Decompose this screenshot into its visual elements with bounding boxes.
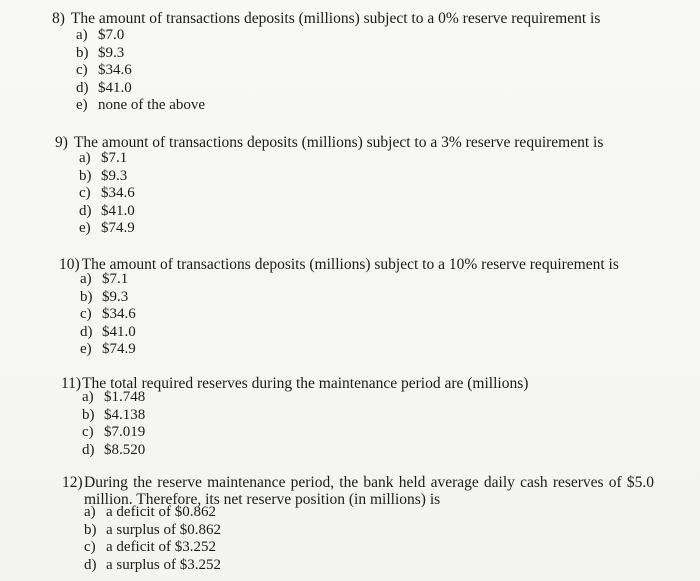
answer-options: [76, 27, 205, 115]
option-letter: c): [84, 539, 96, 555]
option-letter: a): [76, 27, 88, 43]
option-text: $9.3: [102, 288, 129, 305]
option-d: [79, 203, 135, 221]
option-c: [84, 539, 221, 557]
option-text: $9.3: [98, 44, 125, 61]
option-text: $7.1: [102, 271, 129, 287]
option-b: [79, 168, 135, 186]
question-number: 8): [52, 10, 65, 27]
option-a: [80, 271, 136, 289]
option-letter: d): [82, 441, 95, 458]
option-text: a surplus of $0.862: [106, 521, 221, 538]
option-letter: a): [80, 271, 92, 287]
option-letter: b): [82, 406, 95, 423]
question-prompt: The amount of transactions deposits (millions) subject to a 10% reserve requirement is: [81, 256, 619, 273]
option-letter: c): [79, 185, 91, 201]
option-c: [76, 62, 205, 80]
option-b: [80, 289, 136, 307]
option-letter: c): [80, 306, 92, 322]
option-letter: b): [76, 44, 89, 61]
option-text: $41.0: [101, 202, 135, 219]
option-text: $41.0: [102, 323, 136, 340]
option-text: $7.019: [104, 424, 146, 440]
option-c: [82, 424, 145, 442]
option-text: $74.9: [102, 341, 136, 357]
question-prompt: The total required reserves during the maintenance period are (millions): [82, 375, 529, 392]
question-prompt: The amount of transactions deposits (millions) subject to a 3% reserve requirement is: [73, 134, 604, 151]
question-number: 12): [62, 474, 83, 491]
option-a: [82, 389, 145, 407]
option-d: [80, 324, 136, 342]
option-d: [82, 442, 145, 460]
option-letter: b): [80, 288, 93, 305]
option-letter: d): [76, 79, 89, 96]
option-text: $41.0: [98, 79, 132, 96]
option-letter: b): [84, 521, 97, 538]
question-number: 9): [55, 134, 68, 151]
option-letter: c): [82, 424, 94, 440]
option-c: [80, 306, 136, 324]
option-d: [76, 80, 205, 98]
option-text: a deficit of $0.862: [106, 504, 216, 520]
option-e: [79, 220, 135, 238]
option-e: [80, 341, 136, 359]
question-prompt: The amount of transactions deposits (millions) subject to a 0% reserve requirement is: [70, 10, 601, 27]
option-text: $8.520: [104, 441, 146, 458]
question-number: 11): [61, 375, 82, 392]
option-b: [84, 522, 221, 540]
option-letter: d): [84, 556, 97, 573]
question-prompt: During the reserve maintenance period, the bank held average daily cash reserves of $5.0 million. Therefore, its net reserve position (in millions) is: [84, 474, 654, 508]
answer-options: [82, 389, 145, 459]
option-d: [84, 557, 221, 575]
option-letter: e): [80, 341, 92, 357]
question-text: [55, 134, 603, 151]
option-text: $7.0: [98, 27, 125, 43]
answer-options: [84, 504, 221, 574]
option-c: [79, 185, 135, 203]
option-text: a surplus of $3.252: [106, 556, 221, 573]
option-text: $7.1: [101, 150, 128, 166]
option-text: $34.6: [98, 62, 132, 78]
option-letter: a): [84, 504, 96, 520]
option-b: [82, 407, 145, 425]
option-text: $1.748: [104, 389, 146, 405]
option-a: [76, 27, 205, 45]
option-text: $34.6: [102, 306, 136, 322]
option-e: [76, 97, 205, 115]
question-text: [59, 256, 619, 273]
question-number: 10): [59, 256, 80, 273]
answer-options: [79, 150, 135, 238]
option-letter: a): [79, 150, 91, 166]
option-letter: d): [80, 323, 93, 340]
option-text: $34.6: [101, 185, 135, 201]
answer-options: [80, 271, 136, 359]
option-a: [84, 504, 221, 522]
option-text: $9.3: [101, 167, 128, 184]
option-text: $4.138: [104, 406, 146, 423]
option-letter: e): [79, 220, 91, 236]
option-text: none of the above: [98, 97, 206, 113]
option-letter: b): [79, 167, 92, 184]
option-a: [79, 150, 135, 168]
option-letter: a): [82, 389, 94, 405]
option-letter: d): [79, 202, 92, 219]
option-text: $74.9: [101, 220, 135, 236]
option-b: [76, 45, 205, 63]
option-letter: c): [76, 62, 88, 78]
question-text: [52, 10, 600, 27]
option-letter: e): [76, 97, 88, 113]
option-text: a deficit of $3.252: [106, 539, 216, 555]
